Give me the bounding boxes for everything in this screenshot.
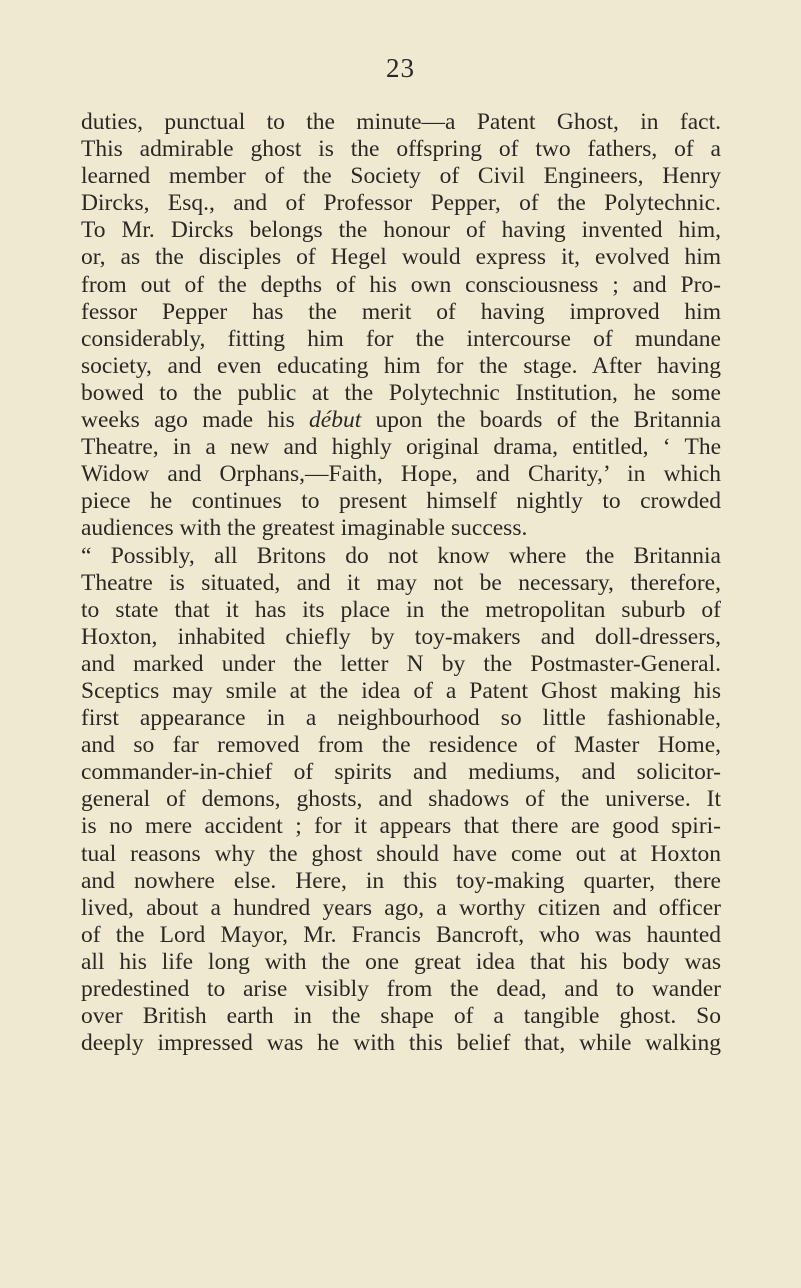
text-line: learned member of the Society of Civil Engineers, Henry bbox=[81, 163, 721, 190]
text-line: of the Lord Mayor, Mr. Francis Bancroft, who was haunted bbox=[81, 921, 721, 948]
text-line-with-italic bbox=[81, 407, 721, 434]
text-line: all his life long with the one great idea that his body was bbox=[81, 948, 721, 975]
page-number: 23 bbox=[386, 53, 415, 83]
text-line: bowed to the public at the Polytechnic Institution, he some bbox=[81, 379, 721, 406]
text-segment: weeks ago made his bbox=[81, 407, 310, 434]
text-line: duties, punctual to the minute—a Patent Ghost, in fact. bbox=[81, 109, 721, 135]
paragraph-last-line: audiences with the greatest imaginable success. bbox=[81, 515, 528, 542]
text-line: and so far removed from the residence of Master Home, bbox=[81, 732, 721, 759]
text-line: to state that it has its place in the metropolitan suburb of bbox=[81, 596, 721, 623]
text-line: commander-in-chief of spirits and mediums, and solicitor- bbox=[81, 759, 721, 786]
text-line: Theatre is situated, and it may not be necessary, therefore, bbox=[81, 569, 721, 596]
text-line: Dircks, Esq., and of Professor Pepper, of the Polytechnic. bbox=[81, 190, 721, 217]
paragraph-first-line: “ Possibly, all Britons do not know where the Britannia bbox=[81, 542, 721, 569]
text-line: Hoxton, inhabited chiefly by toy-makers and doll-dressers, bbox=[81, 623, 721, 650]
text-line: fessor Pepper has the merit of having improved him bbox=[81, 298, 721, 325]
text-line: general of demons, ghosts, and shadows of the universe. It bbox=[81, 786, 721, 813]
text-line: or, as the disciples of Hegel would express it, evolved him bbox=[81, 244, 721, 271]
text-line: Sceptics may smile at the idea of a Patent Ghost making his bbox=[81, 677, 721, 704]
text-line: first appearance in a neighbourhood so little fashionable, bbox=[81, 705, 721, 732]
text-line: This admirable ghost is the offspring of two fathers, of a bbox=[81, 136, 721, 163]
text-line: predestined to arise visibly from the dead, and to wander bbox=[81, 976, 721, 1002]
text-line: is no mere accident ; for it appears that there are good spiri- bbox=[81, 813, 721, 840]
text-line: and nowhere else. Here, in this toy-making quarter, there bbox=[81, 867, 721, 894]
text-line: Theatre, in a new and highly original drama, entitled, ‘ The bbox=[81, 434, 721, 461]
italic-word-debut: début bbox=[309, 407, 362, 434]
text-line: considerably, fitting him for the intercourse of mundane bbox=[81, 325, 721, 352]
text-line: To Mr. Dircks belongs the honour of having invented him, bbox=[81, 217, 721, 244]
text-segment: upon the boards of the Britannia bbox=[361, 407, 721, 434]
text-line: society, and even educating him for the stage. After having bbox=[81, 352, 721, 379]
text-line: deeply impressed was he with this belief that, while walking bbox=[81, 1030, 721, 1057]
body-text bbox=[81, 109, 721, 1057]
text-line: from out of the depths of his own consciousness ; and Pro- bbox=[81, 271, 721, 298]
text-line: lived, about a hundred years ago, a worthy citizen and officer bbox=[81, 894, 721, 921]
text-line: piece he continues to present himself nightly to crowded bbox=[81, 488, 721, 515]
text-line: and marked under the letter N by the Postmaster-General. bbox=[81, 650, 721, 677]
text-line: tual reasons why the ghost should have come out at Hoxton bbox=[81, 840, 721, 867]
text-line: Widow and Orphans,—Faith, Hope, and Charity,’ in which bbox=[81, 461, 721, 488]
text-line: over British earth in the shape of a tangible ghost. So bbox=[81, 1003, 721, 1030]
